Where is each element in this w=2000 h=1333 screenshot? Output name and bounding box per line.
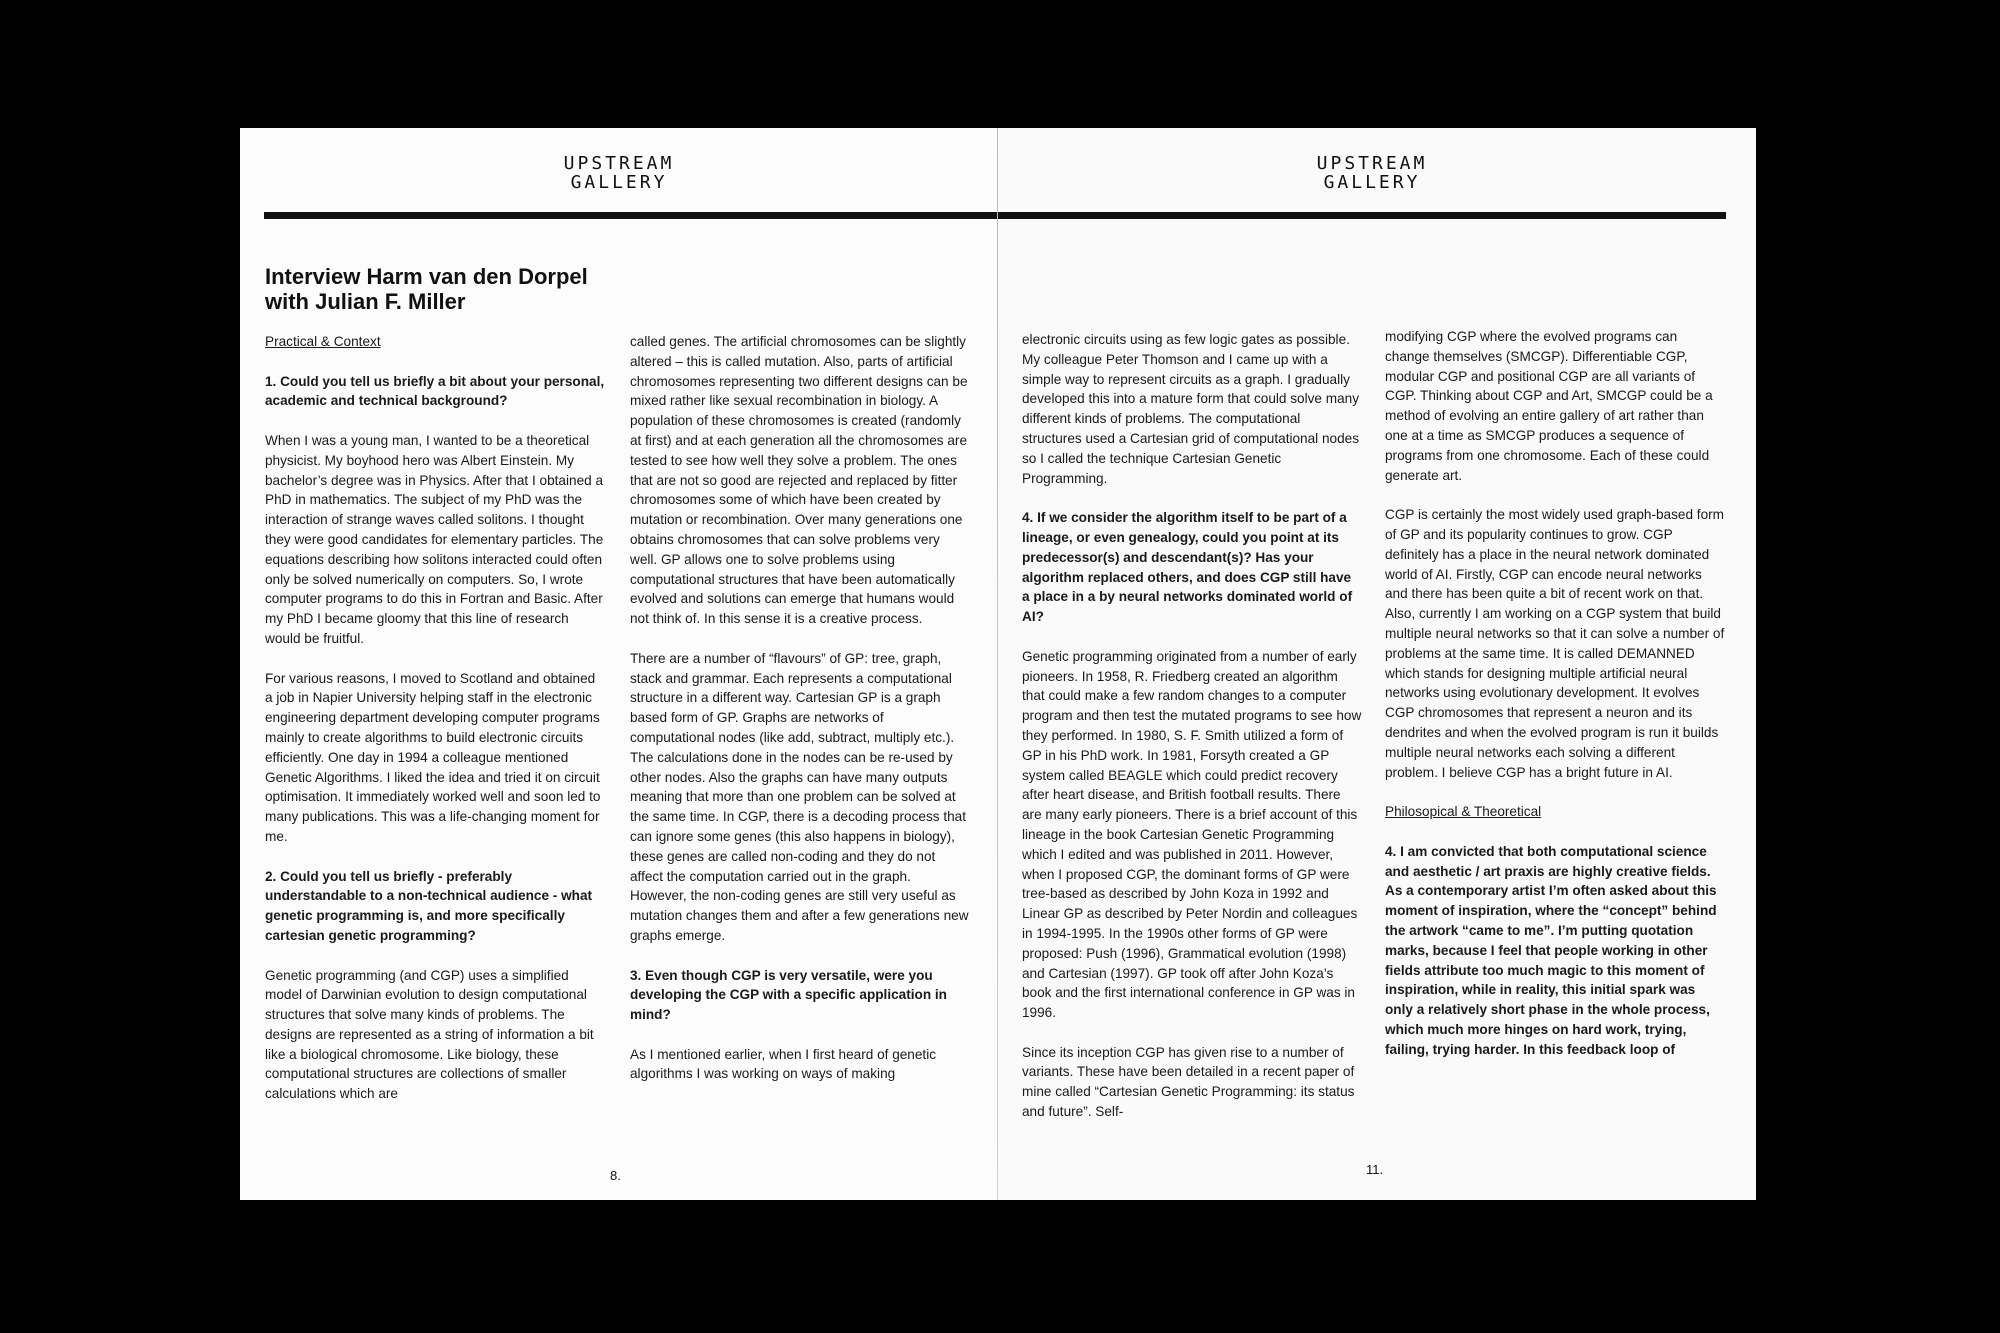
paragraph: modifying CGP where the evolved programs can change themselves (SMCGP). Differentiable CGP, modular CGP and positional CGP are all variants of CGP. Thinking about CGP and Art, SMCGP could be a method of evolving an entire gallery of art rather than one at a time as SMCGP produces a sequence of programs from one chromosome. Each of these could generate art. (1385, 329, 1713, 483)
title-line1: Interview Harm van den Dorpel (265, 264, 588, 289)
masthead-line2: GALLERY (1323, 172, 1421, 193)
question-1: 1. Could you tell us briefly a bit about your personal, academic and technical background? (265, 373, 605, 409)
paragraph: There are a number of “flavours” of GP: tree, graph, stack and grammar. Each represents a computational structure in a different way. Cartesian GP is a graph based form of GP. Graphs are networks of computational nodes (like add, subtract, multiply etc.). The calculations done in the nodes can be re-used by other nodes. Also the graphs can have many outputs meaning that more than one problem can be solved at the same time. In CGP, there is a decoding process that can ignore some genes (this also happens in biology), these genes are called non-coding and they do not affect the computation carried out in the graph. However, the non-coding genes are still very useful as mutation changes them and after a few generations new graphs emerge. (630, 650, 969, 943)
masthead-logo (1262, 154, 1482, 192)
right-column-2 (1385, 327, 1725, 1079)
question-5-continued: As a contemporary artist I’m often asked about this moment of inspiration, where the “concept” behind the artwork “came to me”. I’m putting quotation marks, because I feel that people working in other fields attribute too much magic to this moment of inspiration, while in reality, this initial spark was only a relatively short phase in the whole process, which much more hinges on hard work, trying, failing, trying harder. In this feedback loop of (1385, 883, 1717, 1057)
masthead-logo (509, 154, 729, 192)
paragraph: CGP is certainly the most widely used graph-based form of GP and its popularity continues to grow. CGP definitely has a place in the neural network dominated world of AI. Firstly, CGP can encode neural networks and there has been quite a bit of recent work on that. Also, currently I am working on a CGP system that build multiple neural networks so that it can solve a number of problems at the same time. It is called DEMANNED which stands for designing multiple artificial neural networks using evolutionary development. It evolves CGP chromosomes that represent a neuron and its dendrites and when the evolved program is run it builds multiple neural networks each solving a different problem. I believe CGP has a bright future in AI. (1385, 507, 1725, 780)
paragraph: When I was a young man, I wanted to be a theoretical physicist. My boyhood hero was Albert Einstein. My bachelor’s degree was in Physics. After that I obtained a PhD in mathematics. The subject of my PhD was the interaction of strange waves called solitons. I thought they were good candidates for elementary particles. The equations describing how solitons interacted could often only be solved numerically on computers. So, I wrote computer programs to do this in Fortran and Basic. After my PhD I became gloomy that this line of research would be fruitful. (265, 432, 604, 646)
question-5: 4. I am convicted that both computational science and aesthetic / art praxis are highly creative fields. (1385, 843, 1711, 879)
header-rule (998, 212, 1726, 219)
masthead-line1: UPSTREAM (1316, 153, 1428, 174)
question-4: 4. If we consider the algorithm itself to be part of a lineage, or even genealogy, could you point at its predecessor(s) and descendant(s)? Has your algorithm replaced others, and does CGP still have a place in a by neural networks dominated world of AI? (1022, 510, 1353, 625)
paragraph: Since its inception CGP has given rise to a number of variants. These have been detailed in a recent paper of mine called “Cartesian Genetic Programming: its status and future”. Self- (1022, 1044, 1355, 1120)
question-3: 3. Even though CGP is very versatile, were you developing the CGP with a specific application in mind? (630, 967, 947, 1023)
paragraph: called genes. The artificial chromosomes can be slightly altered – this is called mutation. Also, parts of artificial chromosomes representing two different designs can be mixed rather like sexual recombination in biology. A population of these chromosomes is created (randomly at first) and at each generation all the chromosomes are tested to see how well they solve a problem. The ones that are not so good are rejected and replaced by fitter chromosomes some of which have been created by mutation or recombination. Over many generations one obtains chromosomes that can solve problems very well. GP allows one to solve problems using computational structures that have been automatically evolved and solutions can emerge that humans would not think of. In this sense it is a creative process. (630, 334, 968, 627)
paragraph: Genetic programming (and CGP) uses a simplified model of Darwinian evolution to design computational structures that solve many kinds of problems. The designs are represented as a string of information a bit like a biological chromosome. Like biology, these computational structures are collections of smaller calculations which are (265, 967, 594, 1102)
left-column-1 (265, 332, 605, 1124)
right-column-1 (1022, 330, 1362, 1142)
header-rule (264, 212, 998, 219)
paragraph: electronic circuits using as few logic gates as possible. My colleague Peter Thomson and I came up with a simple way to represent circuits as a graph. I gradually developed this into a mature form that could solve many different kinds of problems. The computational structures used a Cartesian grid of computational nodes so I called the technique Cartesian Genetic Programming. (1022, 332, 1360, 486)
paragraph: Genetic programming originated from a number of early pioneers. In 1958, R. Friedberg created an algorithm that could make a few random changes to a computer program and then test the mutated programs to see how they performed. In 1980, S. F. Smith utilized a form of GP in his PhD work. In 1981, Forsyth created a GP system called BEAGLE which could predict recovery after heart disease, and British football results. There are many early pioneers. There is a brief account of this lineage in the book Cartesian Genetic Programming which I edited and was published in 2011. However, when I proposed CGP, the dominant forms of GP were tree-based as described by John Koza in 1992 and Linear GP as described by Peter Nordin and colleagues in 1994-1995. In the 1990s other forms of GP were proposed: Push (1996), Grammatical evolution (1998) and Cartesian (1997). GP took off after John Koza’s book and the first international conference in GP was in 1996. (1022, 648, 1362, 1021)
masthead-line1: UPSTREAM (563, 153, 675, 174)
paragraph: For various reasons, I moved to Scotland and obtained a job in Napier University helping staff in the electronic engineering department developing computer programs mainly to create algorithms to build electronic circuits efficiently. One day in 1994 a colleague mentioned Genetic Algorithms. I liked the idea and tried it on circuit optimisation. It immediately worked well and soon led to many publications. This was a life-changing moment for me. (265, 670, 601, 844)
section-heading: Philosopical & Theoretical (1385, 804, 1542, 820)
right-page (998, 128, 1756, 1200)
title-line2: with Julian F. Miller (265, 289, 466, 314)
section-heading: Practical & Context (265, 334, 381, 349)
page-number: 8. (610, 1168, 621, 1183)
masthead-line2: GALLERY (570, 172, 668, 193)
left-page (240, 128, 998, 1200)
article-title (265, 264, 685, 314)
left-column-2 (630, 332, 970, 1104)
question-2: 2. Could you tell us briefly - preferably understandable to a non-technical audience - what genetic programming is, and more specifically cartesian genetic programming? (265, 868, 593, 943)
page-number: 11. (1366, 1162, 1384, 1177)
paragraph: As I mentioned earlier, when I first heard of genetic algorithms I was working on ways of making (630, 1046, 937, 1082)
